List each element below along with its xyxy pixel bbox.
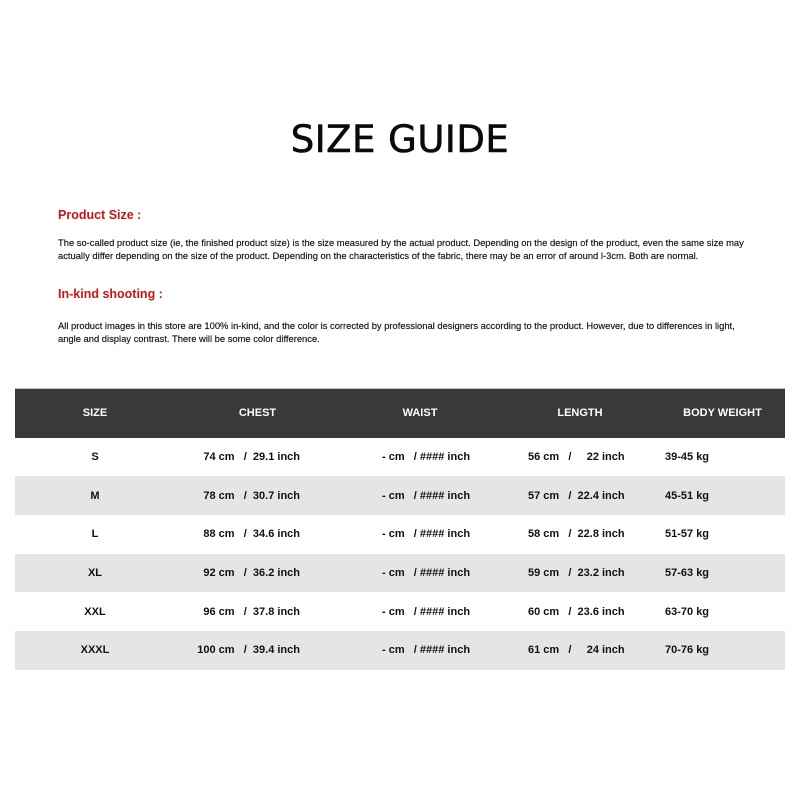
page-title: SIZE GUIDE — [290, 118, 510, 161]
cell-body-weight: 63-70 kg — [665, 605, 710, 618]
cell-size: S — [91, 450, 99, 463]
table-row-m — [15, 476, 785, 515]
table-header — [15, 389, 785, 438]
cell-size: XXXL — [15, 631, 175, 670]
cell-length: 57 cm / 22.4 inch — [500, 476, 660, 515]
size-chart-table — [15, 388, 785, 670]
column-header-waist: WAIST — [340, 389, 500, 438]
section-heading-inkind-shooting: In-kind shooting : — [58, 287, 163, 301]
cell-length: 61 cm / 24 inch — [500, 631, 660, 670]
cell-body-weight: 51-57 kg — [665, 528, 710, 541]
cell-body-weight: 57-63 kg — [660, 554, 785, 593]
section-heading-product-size: Product Size : — [58, 208, 142, 222]
cell-waist: - cm / #### inch — [382, 528, 471, 541]
cell-chest: 88 cm / 34.6 inch — [203, 528, 300, 541]
cell-body-weight: 39-45 kg — [665, 450, 710, 463]
cell-size: M — [15, 476, 175, 515]
cell-length: 56 cm / 22 inch — [528, 450, 625, 463]
column-header-length: LENGTH — [500, 389, 660, 438]
section-text-product-size: The so-called product size (ie, the finished product size) is the size measured by the actual product. Depending on the design of the product, even the same size may actually differ depending on the size of the product. Depending on the characteristics of the fabric, there may be an error of around l-3cm. Both are normal. — [58, 237, 744, 261]
cell-chest: 78 cm / 30.7 inch — [175, 476, 340, 515]
cell-chest: 92 cm / 36.2 inch — [175, 554, 340, 593]
cell-waist: - cm / #### inch — [382, 605, 471, 618]
cell-waist: - cm / #### inch — [382, 450, 471, 463]
cell-chest: 100 cm / 39.4 inch — [175, 631, 340, 670]
cell-size: XL — [15, 554, 175, 593]
table-row-s — [15, 438, 785, 477]
table-body — [15, 438, 785, 670]
table-row-xl — [15, 554, 785, 593]
cell-chest: 74 cm / 29.1 inch — [203, 450, 300, 463]
cell-waist: - cm / #### inch — [340, 554, 500, 593]
section-text-inkind-shooting: All product images in this store are 100% in-kind, and the color is corrected by professional designers according to the product. However, due to differences in light, angle and display contrast. There will be some color difference. — [58, 320, 735, 344]
cell-body-weight: 45-51 kg — [660, 476, 785, 515]
column-header-body-weight: BODY WEIGHT — [660, 389, 785, 438]
table-row-xxl — [15, 592, 785, 631]
cell-waist: - cm / #### inch — [340, 476, 500, 515]
cell-length: 60 cm / 23.6 inch — [528, 605, 625, 618]
cell-size: XXL — [84, 605, 106, 618]
table-row-l — [15, 515, 785, 554]
column-header-size: SIZE — [15, 389, 175, 438]
cell-body-weight: 70-76 kg — [660, 631, 785, 670]
cell-length: 59 cm / 23.2 inch — [500, 554, 660, 593]
cell-waist: - cm / #### inch — [340, 631, 500, 670]
column-header-chest: CHEST — [175, 389, 340, 438]
cell-chest: 96 cm / 37.8 inch — [203, 605, 300, 618]
cell-size: L — [91, 528, 99, 541]
table-row-xxxl — [15, 631, 785, 670]
table-header-row — [15, 389, 785, 438]
cell-length: 58 cm / 22.8 inch — [528, 528, 625, 541]
